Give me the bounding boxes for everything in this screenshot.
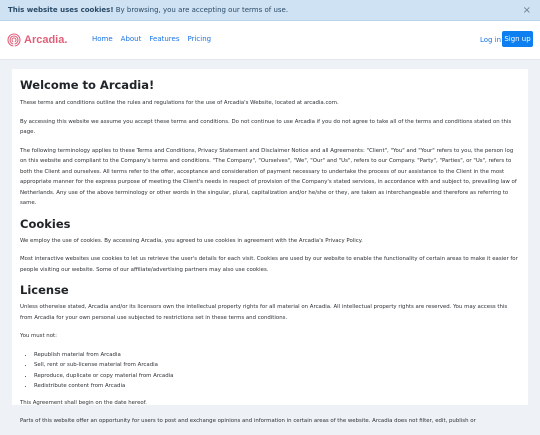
cookies-heading: Cookies: [20, 216, 71, 231]
page-title: Welcome to Arcadia!: [20, 78, 155, 92]
cookies-paragraph-2: Most interactive websites use cookies to let us retrieve the user's details for each visit. Cookies are used by our website to enable the functionality of certain areas to make it easier for people visiting our website. Some of our affiliate/advertising partners may also use cookies.: [20, 256, 518, 273]
nav-about[interactable]: About: [120, 35, 142, 43]
signup-button[interactable]: Sign up: [502, 31, 533, 47]
intro-paragraph-3: The following terminology applies to these Terms and Conditions, Privacy Statement and Disclaimer Notice and all Agreements: "Client", "You" and "Your" refers to you, the person log on this website and compliant to the Company's terms and conditions. "The Company", "Ourselves", "We", "Our" and "Us", refers to our Company. "Party", "Parties", or "Us", refers to both the Client and ourselves. All terms refer to the offer, acceptance and consideration of payment necessary to undertake the process of our assistance to the Client in the most appropriate manner for the express purpose of meeting the Client's needs in respect of provision of the Company's stated services, in accordance with and subject to, prevailing law of Netherlands. Any use of the above terminology or other words in the singular, plural, capitalization and/or he/she or they, are taken as interchangeable and therefore as referring to same.: [20, 147, 517, 206]
terms-content: [12, 69, 528, 424]
brand-name: Arcadia.: [24, 34, 68, 46]
nav-pricing[interactable]: Pricing: [187, 35, 212, 43]
intro-paragraph-2: By accessing this website we assume you accept these terms and conditions. Do not continue to use Arcadia if you do not agree to take all of the terms and conditions stated on this page.: [20, 118, 512, 135]
agreement-paragraph: This Agreement shall begin on the date hereof.: [20, 399, 147, 406]
brand-logo[interactable]: [7, 31, 67, 49]
cookies-paragraph-1: We employ the use of cookies. By accessing Arcadia, you agreed to use cookies in agreement with the Arcadia's Privacy Policy.: [20, 237, 363, 244]
login-link[interactable]: Log in: [480, 36, 502, 44]
nav-home[interactable]: Home: [92, 35, 113, 43]
license-heading: License: [20, 283, 69, 297]
must-not-label: You must not:: [20, 333, 57, 339]
intro-paragraph-1: These terms and conditions outline the rules and regulations for the use of Arcadia's Website, located at arcadia.com.: [20, 100, 339, 106]
cookie-banner-title: This website uses cookies!: [8, 6, 114, 14]
cookie-banner-text: By browsing, you are accepting our terms of use.: [113, 6, 289, 14]
nav-features[interactable]: Features: [149, 35, 180, 43]
parts-paragraph: Parts of this website offer an opportunity for users to post and exchange opinions and information in certain areas of the website. Arcadia does not filter, edit, publish or: [20, 418, 476, 424]
list-item: • Reproduce, duplicate or copy material from Arcadia: [34, 371, 520, 382]
navbar: [0, 21, 540, 60]
restrictions-list: [20, 350, 520, 392]
list-item: • Republish material from Arcadia: [34, 350, 520, 361]
list-item: • Sell, rent or sub-license material from Arcadia: [34, 360, 520, 371]
license-paragraph: Unless otherwise stated, Arcadia and/or its licensors own the intellectual property rights for all material on Arcadia. All intellectual property rights are reserved. You may access this from Arcadia for your own personal use subjected to restrictions set in these terms and conditions.: [20, 304, 508, 321]
nav-menu: [92, 35, 211, 43]
fingerprint-icon: [7, 33, 21, 47]
cookie-banner: [0, 0, 540, 21]
close-icon[interactable]: ×: [522, 5, 531, 16]
list-item: • Redistribute content from Arcadia: [34, 381, 520, 392]
